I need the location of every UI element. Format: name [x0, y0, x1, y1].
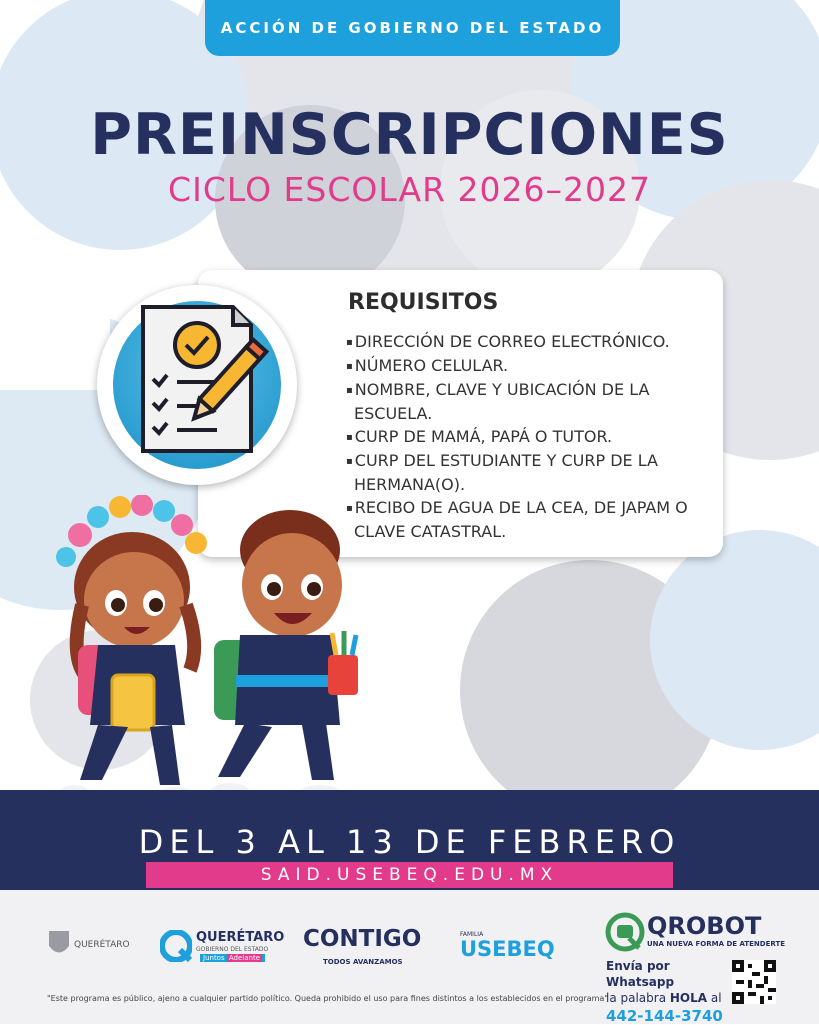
- contigo-subtitle: TODOS AVANZAMOS: [323, 958, 403, 966]
- gobierno-title: QUERÉTARO: [196, 930, 285, 945]
- requirement-item: ▪ CURP DEL ESTUDIANTE Y CURP DE LA HERMANA(O).: [346, 449, 706, 496]
- gobierno-tag-a: Juntos: [203, 954, 225, 962]
- familia-label: FAMILIA: [460, 931, 484, 938]
- whatsapp-line2-a: la palabra: [606, 991, 670, 1005]
- usebeq-title: USEBEQ: [460, 937, 555, 961]
- qrobot-logo: [605, 910, 805, 954]
- registration-dates: DEL 3 AL 13 DE FEBRERO: [138, 823, 681, 861]
- gobierno-subtitle: GOBIERNO DEL ESTADO: [196, 946, 269, 953]
- queretaro-shield-logo: [46, 928, 131, 962]
- gobierno-queretaro-logo: [160, 928, 285, 966]
- contigo-title: CONTIGO: [303, 926, 422, 952]
- whatsapp-line2: [606, 990, 731, 1006]
- requirements-list: [346, 330, 706, 543]
- requirement-item: ▪ DIRECCIÓN DE CORREO ELECTRÓNICO.: [346, 330, 706, 354]
- usebeq-logo: [460, 931, 565, 965]
- website-url[interactable]: SAID.USEBEQ.EDU.MX: [146, 862, 673, 888]
- queretaro-small-label: QUERÉTARO: [74, 940, 130, 950]
- whatsapp-line1: Envía por Whatsapp: [606, 959, 675, 989]
- whatsapp-line2-c: al: [707, 991, 722, 1005]
- qrobot-title: QROBOT: [647, 912, 762, 940]
- requirement-item: ▪ NÚMERO CELULAR.: [346, 354, 706, 378]
- page-subtitle: CICLO ESCOLAR 2026–2027: [168, 170, 651, 209]
- requirement-item: ▪ RECIBO DE AGUA DE LA CEA, DE JAPAM O CLAVE CATASTRAL.: [346, 496, 706, 543]
- gobierno-tag: [200, 954, 265, 962]
- students-illustration: [40, 495, 380, 820]
- gobierno-tag-b: Adelante: [228, 954, 260, 962]
- requirement-item: ▪ CURP DE MAMÁ, PAPÁ O TUTOR.: [346, 425, 706, 449]
- qr-code-icon[interactable]: [732, 960, 776, 1004]
- qrobot-tagline: UNA NUEVA FORMA DE ATENDERTE: [647, 940, 786, 948]
- checklist-icon: [135, 305, 275, 455]
- whatsapp-phone[interactable]: 442-144-3740: [606, 1007, 723, 1025]
- contigo-logo: [303, 926, 428, 972]
- requirement-item: ▪ NOMBRE, CLAVE Y UBICACIÓN DE LA ESCUELA.: [346, 378, 706, 425]
- requirements-title: REQUISITOS: [348, 290, 499, 315]
- legal-disclaimer: "Este programa es público, ajeno a cualquier partido político. Queda prohibido el uso para fines distintos a los establecidos en el programa": [47, 994, 609, 1003]
- whatsapp-keyword: HOLA: [669, 991, 708, 1005]
- header-banner: ACCIÓN DE GOBIERNO DEL ESTADO: [205, 0, 620, 56]
- whatsapp-info: [606, 958, 731, 1025]
- page-title: PREINSCRIPCIONES: [90, 102, 729, 168]
